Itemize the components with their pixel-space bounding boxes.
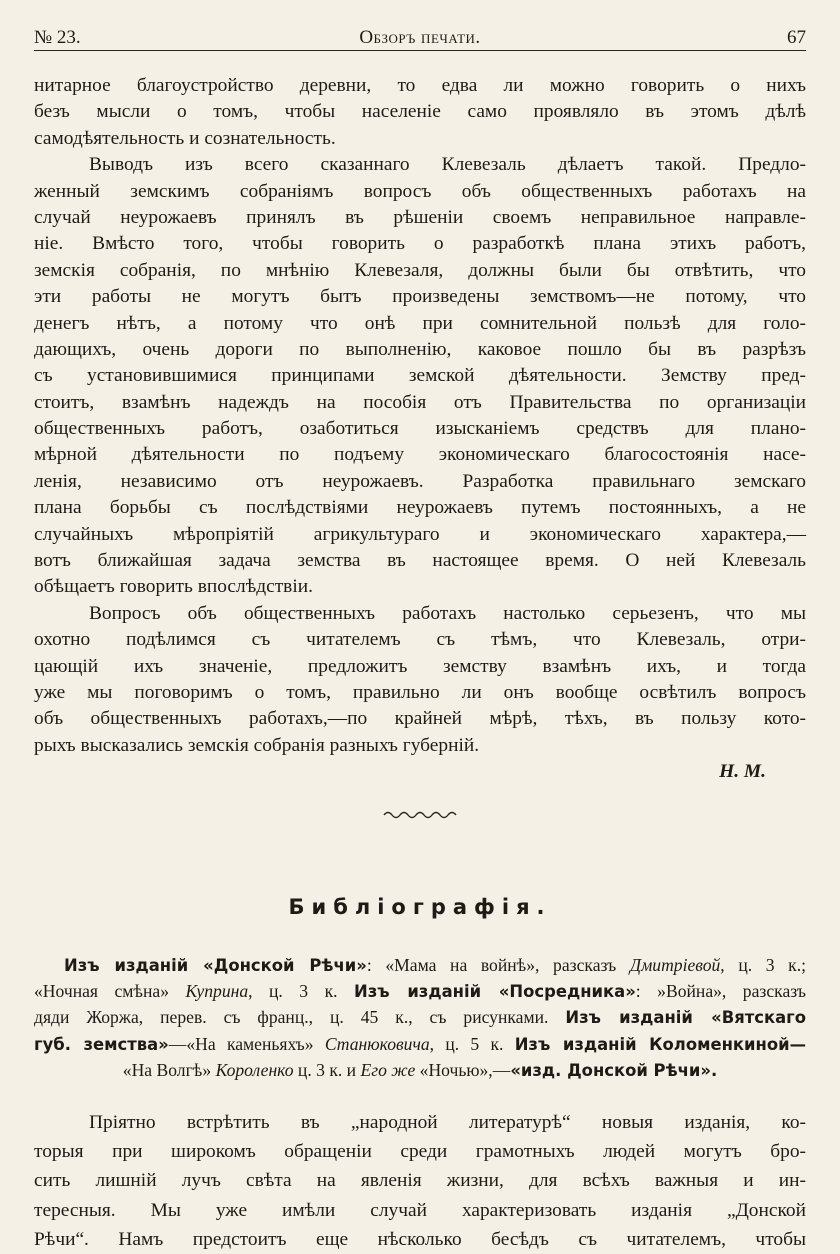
author-name: Куприна [185, 981, 248, 1001]
text-line: съ установившимися принципами земской дѣятельности. Земству пред- [34, 363, 806, 389]
running-title: Обзоръ печати. [34, 26, 806, 50]
text-line: случайныхъ мѣропріятій агрикультураго и экономическаго характера,— [34, 522, 806, 548]
bibliography-list [34, 952, 806, 1084]
entry-text: ц. 3 к. и [294, 1060, 361, 1080]
text-line: торыя при широкомъ обращеніи среди грамотныхъ людей могутъ бро- [34, 1137, 806, 1166]
author-name: Дмитріевой [630, 955, 720, 975]
text-line: объ общественныхъ работахъ,—по крайней мѣрѣ, тѣхъ, въ пользу кото- [34, 706, 806, 732]
text-line: мѣрной дѣятельности по подъему экономическаго благосостоянія насе- [34, 442, 806, 468]
paragraph-3 [34, 601, 806, 759]
bibliography-line [34, 1004, 806, 1030]
text-line: сить лишній лучъ свѣта на явленія жизни, для всѣхъ важныя и ин- [34, 1166, 806, 1195]
text-line: рыхъ высказались земскія собранія разныхъ губерній. [34, 733, 806, 759]
page-header [34, 26, 806, 51]
entry-text: : »Война», разсказъ [636, 981, 806, 1001]
text-line: стоитъ, взамѣнъ надеждъ на пособія отъ Правительства по организаціи [34, 390, 806, 416]
publisher-name: губ. земства» [34, 1035, 169, 1054]
publisher-name: Изъ изданій Коломенкиной— [515, 1035, 806, 1054]
entry-text: дяди Жоржа, перев. съ франц., ц. 45 к., съ рисунками. [34, 1007, 565, 1027]
text-line: эти работы не могутъ бытъ произведены земствомъ—не потому, что [34, 284, 806, 310]
bibliography-line [34, 1031, 806, 1057]
text-line: плана борьбы съ послѣдствіями неурожаевъ путемъ постоянныхъ, а не [34, 495, 806, 521]
publisher-name: Изъ изданій «Донской Рѣчи» [64, 956, 367, 975]
section-title: Библіографія. [34, 892, 806, 922]
entry-text: «На Волгѣ» [123, 1060, 216, 1080]
entry-text: «Ночная смѣна» [34, 981, 185, 1001]
article-body [34, 73, 806, 786]
text-line: охотно подѣлимся съ читателемъ съ тѣмъ, что Клевезаль, отри- [34, 627, 806, 653]
bibliography-line [34, 952, 806, 978]
bibliography-line [34, 1057, 806, 1083]
text-line: нитарное благоустройство деревни, то едва ли можно говорить о нихъ [34, 73, 806, 99]
publisher-name: Изъ изданій «Посредника» [354, 982, 636, 1001]
author-signature: Н. М. [34, 759, 806, 785]
text-line: тересныя. Мы уже имѣли случай характеризовать изданія „Донской [34, 1196, 806, 1225]
entry-text: : «Мама на войнѣ», разсказъ [367, 955, 630, 975]
text-line: дающихъ, очень дороги по выполненію, каковое пошло бы въ разрѣзъ [34, 337, 806, 363]
text-line: земскія собранія, по мнѣнію Клевезаля, должны были бы отвѣтить, что [34, 258, 806, 284]
text-line: обѣщаетъ говорить впослѣдствіи. [34, 574, 806, 600]
author-name: Станюковича [325, 1034, 430, 1054]
text-line: Выводъ изъ всего сказаннаго Клевезаль дѣлаетъ такой. Предло- [34, 152, 806, 178]
section-divider-ornament [34, 808, 806, 846]
publisher-name: Изъ изданій «Вятскаго [565, 1008, 806, 1027]
paragraph-1 [34, 73, 806, 152]
text-line: цающій ихъ значеніе, предложитъ земству взамѣнъ ихъ, и тогда [34, 654, 806, 680]
bibliography-line [34, 978, 806, 1004]
text-line: Рѣчи“. Намъ предстоитъ еще нѣсколько бесѣдъ съ читателемъ, чтобы [34, 1225, 806, 1254]
text-line: ленія, независимо отъ неурожаевъ. Разработка правильнаго земскаго [34, 469, 806, 495]
text-line: женный земскимъ собраніямъ вопросъ объ общественныхъ работахъ на [34, 179, 806, 205]
paragraph-4 [34, 1108, 806, 1254]
text-line: денегъ нѣтъ, а потому что онѣ при сомнительной пользѣ для голо- [34, 311, 806, 337]
text-line: случай неурожаевъ принялъ въ рѣшеніи своемъ неправильное направле- [34, 205, 806, 231]
author-name: Его же [361, 1060, 416, 1080]
text-line: уже мы поговоримъ о томъ, правильно ли онъ вообще освѣтилъ вопросъ [34, 680, 806, 706]
author-name: Короленко [216, 1060, 294, 1080]
text-line: безъ мысли о томъ, чтобы населеніе само проявляло въ этомъ дѣлѣ [34, 99, 806, 125]
page-number: 67 [787, 26, 806, 50]
entry-text: , ц. 5 к. [430, 1034, 515, 1054]
publisher-name: «изд. Донской Рѣчи». [510, 1061, 717, 1080]
entry-text: , ц. 3 к. [248, 981, 354, 1001]
text-line: общественныхъ работъ, озаботиться изысканіемъ средствъ для плано- [34, 416, 806, 442]
paragraph-2 [34, 152, 806, 601]
text-line: самодѣятельность и сознательность. [34, 126, 806, 152]
text-line: ніе. Вмѣсто того, чтобы говорить о разработкѣ плана этихъ работъ, [34, 231, 806, 257]
entry-text: , ц. 3 к.; [720, 955, 806, 975]
issue-number: № 23. [34, 26, 81, 50]
text-line: Вопросъ объ общественныхъ работахъ настолько серьезенъ, что мы [34, 601, 806, 627]
entry-text: «Ночью»,— [415, 1060, 510, 1080]
wavy-line-icon [382, 809, 458, 821]
text-line: вотъ ближайшая задача земства въ настоящее время. О ней Клевезаль [34, 548, 806, 574]
text-line: Пріятно встрѣтить въ „народной литературѣ“ новыя изданія, ко- [34, 1108, 806, 1137]
entry-text: —«На каменьяхъ» [169, 1034, 325, 1054]
